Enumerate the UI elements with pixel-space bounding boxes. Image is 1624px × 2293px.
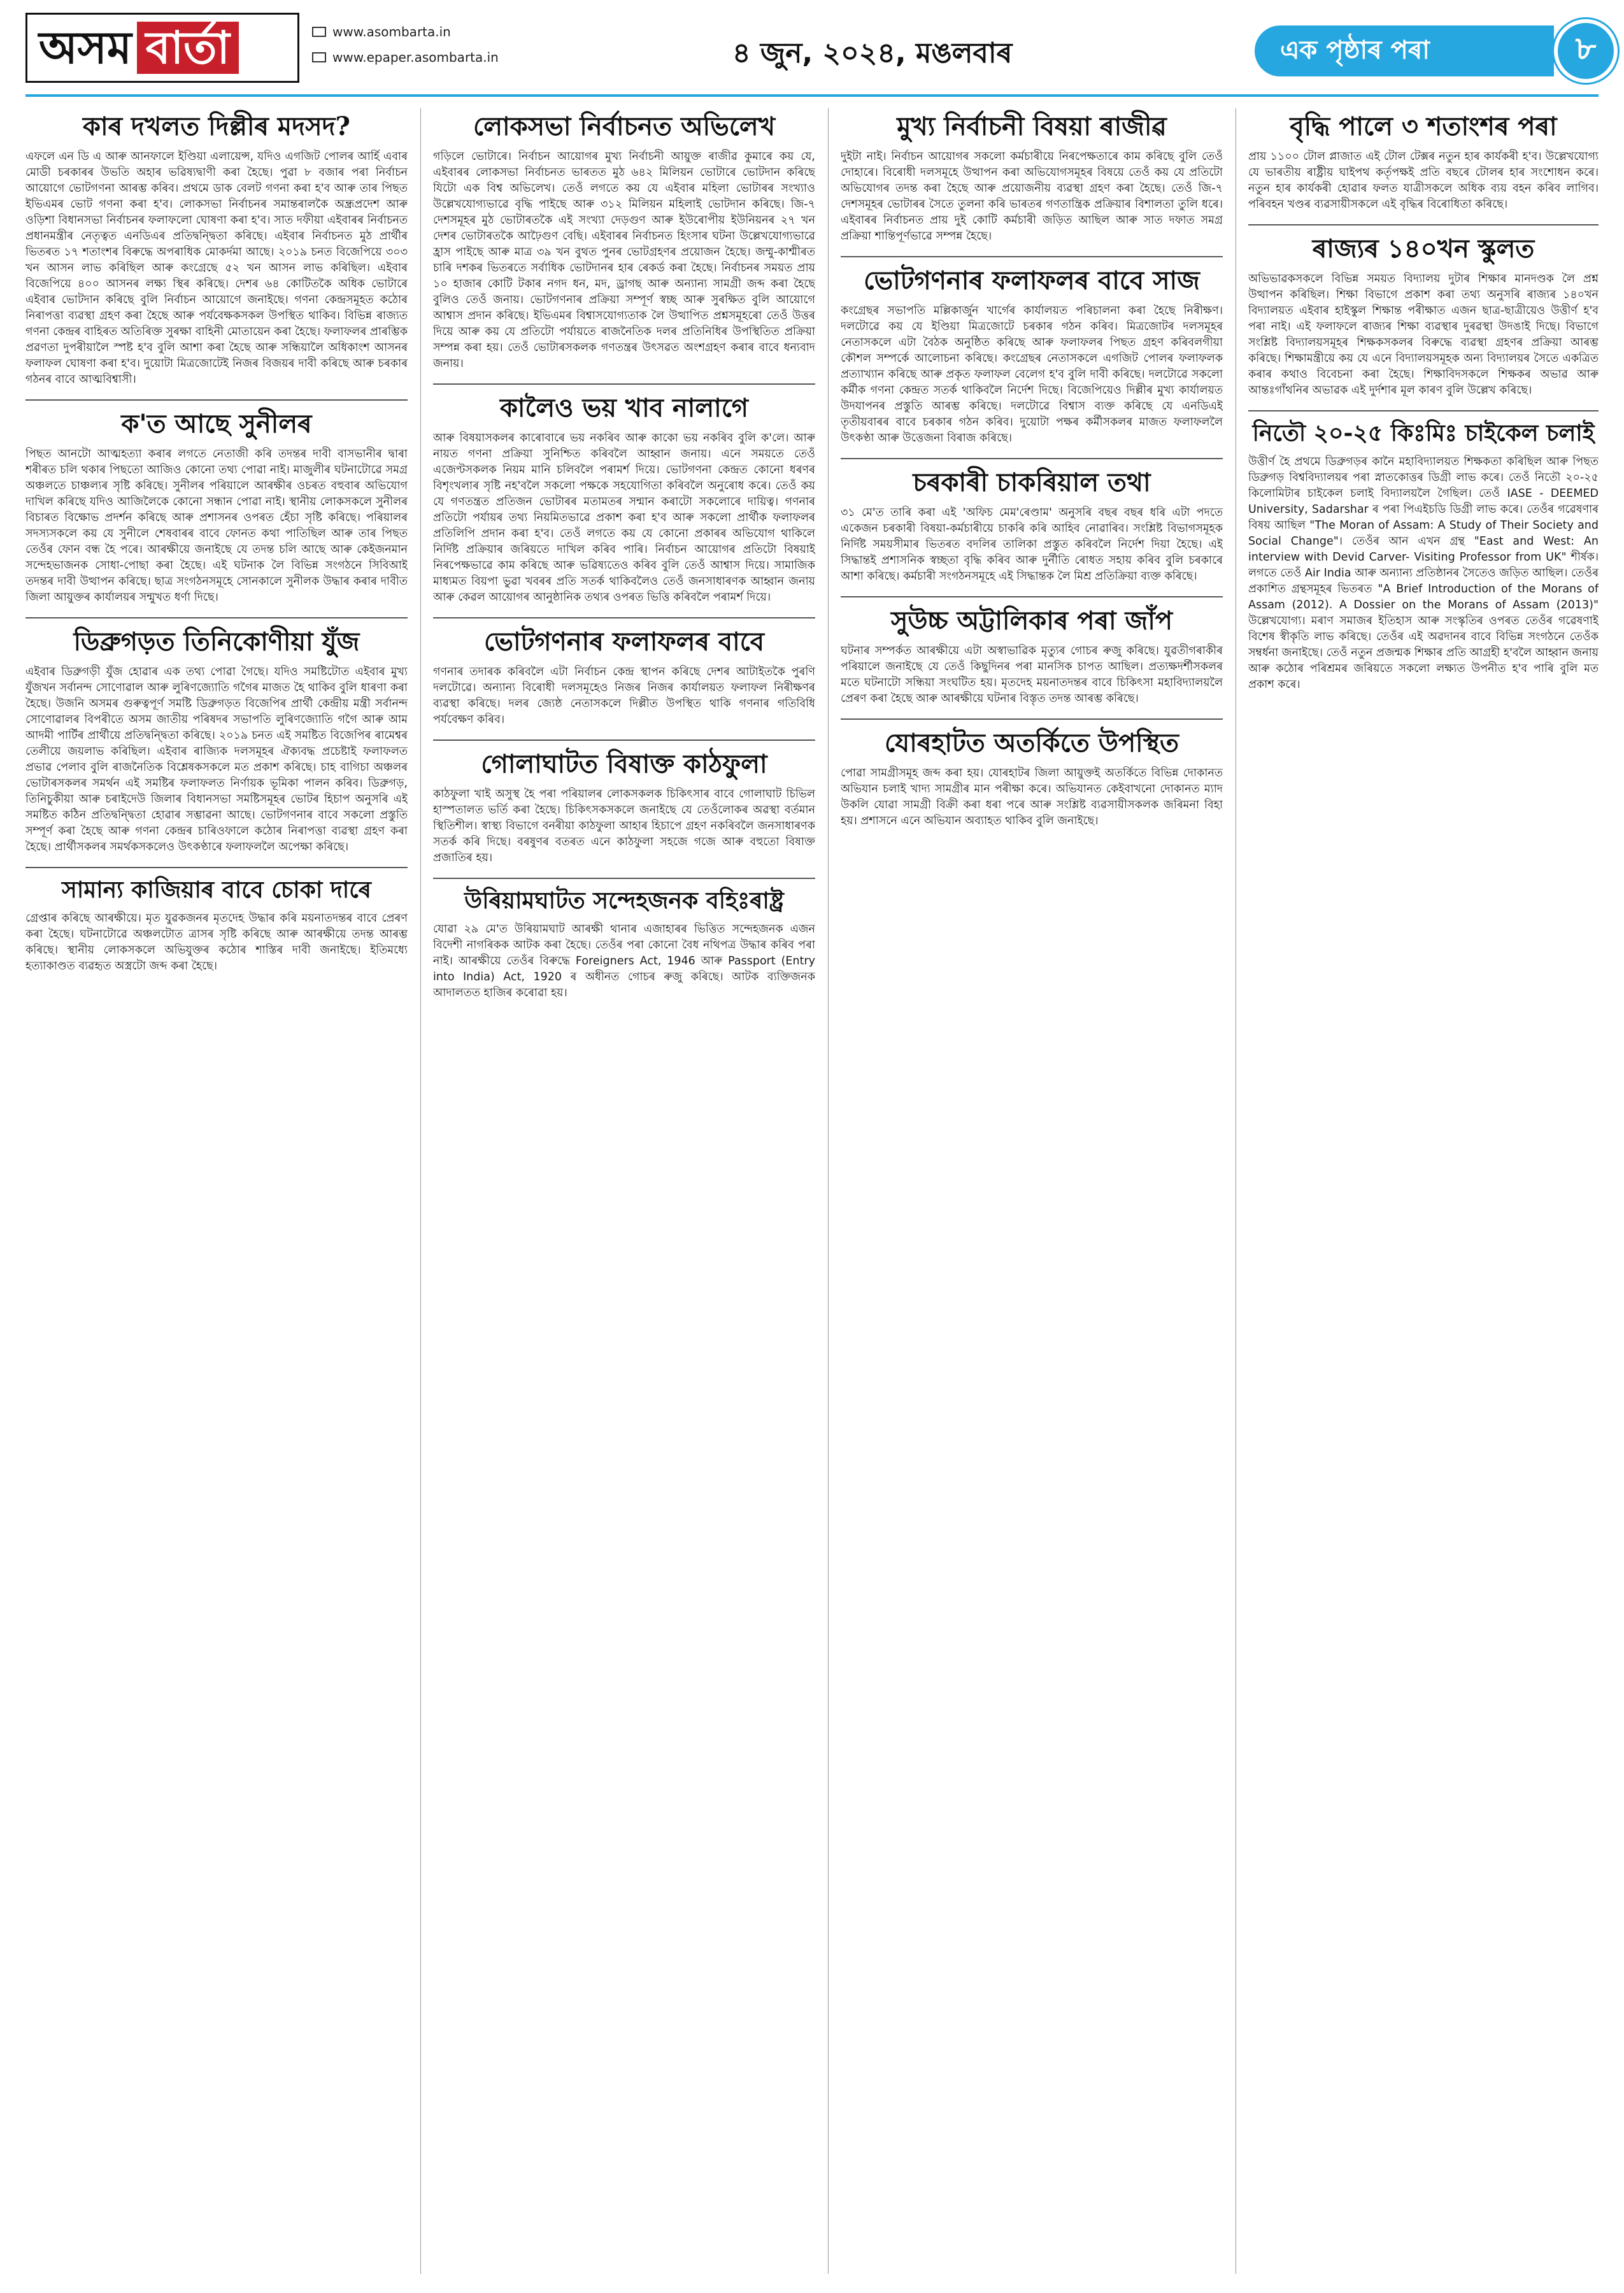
article-building: [841, 606, 1223, 707]
article-body: এফলে এন ডি এ আৰু আনফালে ইণ্ডিয়া এলায়েন্স, যদিও এগজিট পোলৰ আৰ্হি এবাৰ মোডী চৰকাৰৰ উভতি অহাৰ ভৱিষ্যদ্বাণী কৰা হৈছে। পুৱা ৮ বজাৰ পৰা নিৰ্বাচন আয়োগে ভোটগণনা আৰম্ভ কৰিব। প্ৰথমে ডাক বেলট গণনা কৰা হ'ব আৰু তাৰ পিছত ইভিএমৰ ভোট গণনা কৰা হ'ব। লোকসভা নিৰ্বাচনৰ সমান্তৰালকৈ অন্ধ্ৰপ্ৰদেশ আৰু ওড়িশা বিধানসভা নিৰ্বাচনৰ ফলাফলো ঘোষণা কৰা হ'ব। সাত দফীয়া এইবাৰৰ নিৰ্বাচনত প্ৰধানমন্ত্ৰীৰ নেতৃত্বত এনডিএৰ প্ৰতিদ্বন্দ্বিতা কৰিছে। এইবাৰ নিৰ্বাচনত মুঠ প্ৰাৰ্থীৰ ভিতৰত ১৭ শতাংশৰ বিৰুদ্ধে অপৰাধিক মোকৰ্দমা আছে। ২০১৯ চনত বিজেপিয়ে ৩০৩ খন আসন লাভ কৰিছিল আৰু কংগ্ৰেছে ৫২ খন আসন লাভ কৰিছিল। এইবাৰ বিজেপিয়ে ৪০০ আসনৰ লক্ষ্য স্থিৰ কৰিছে। দেশৰ ৬৪ কোটিতকৈ অধিক ভোটাৰে এইবাৰ ভোটদান কৰিছে বুলি নিৰ্বাচন আয়োগে জনাইছে। গণনা কেন্দ্ৰসমূহত কঠোৰ নিৰাপত্তা ব্যৱস্থা গ্ৰহণ কৰা হৈছে আৰু পৰ্যবেক্ষকসকল উপস্থিত থাকিব। বিভিন্ন ৰাজ্যত গণনা কেন্দ্ৰৰ বাহিৰত অতিৰিক্ত সুৰক্ষা বাহিনী মোতায়েন কৰা হৈছে। ফলাফলৰ প্ৰাৰম্ভিক প্ৰৱণতা দুপৰীয়ালৈ স্পষ্ট হ'ব বুলি আশা কৰা হৈছে আৰু সন্ধিয়ালৈ অধিকাংশ আসনৰ ফলাফল ঘোষণা কৰা হ'ব। দুয়োটা মিত্ৰজোটেই নিজৰ বিজয়ৰ দাবী কৰিছে আৰু চৰকাৰ গঠনৰ বাবে আত্মবিশ্বাসী।: [25, 150, 408, 386]
divider: [433, 383, 815, 385]
article-title[interactable]: লোকসভা নিৰ্বাচনত অভিলেখ: [473, 111, 775, 141]
article-preparation: [841, 266, 1223, 446]
article-body: যোৱা ২৯ মে'ত উৰিয়ামঘাট আৰক্ষী থানাৰ এজাহাৰৰ ভিত্তিত সন্দেহজনক এজন বিদেশী নাগৰিকক আটক কৰা হৈছে। তেওঁৰ পৰা কোনো বৈধ নথিপত্ৰ উদ্ধাৰ কৰিব পৰা নাই। আৰক্ষীয়ে তেওঁৰ বিৰুদ্ধে Foreigners Act, 1946 আৰু Passport (Entry into India) Act, 1920 ৰ অধীনত গোচৰ ৰুজু কৰিছে। আটক ব্যক্তিজনক আদালতত হাজিৰ কৰোৱা হয়।: [433, 923, 815, 1000]
article-title[interactable]: সামান্য কাজিয়াৰ বাবে চোকা দাৰে: [62, 876, 371, 903]
article-dispute: [25, 877, 408, 975]
article-body: উত্তীৰ্ণ হৈ প্ৰথমে ডিব্ৰুগড়ৰ কানৈ মহাবিদ্যালয়ত শিক্ষকতা কৰিছিল আৰু পিছত ডিব্ৰুগড় বিশ্ববিদ্যালয়ৰ পৰা স্নাতকোত্তৰ ডিগ্ৰী লাভ কৰে। তেওঁ নিতৌ ২০-২৫ কিলোমিটাৰ চাইকেল চলাই বিদ্যালয়লৈ গৈছিল। তেওঁ IASE - DEEMED University, Sadarshar ৰ পৰা পিএইচডি ডিগ্ৰী লাভ কৰে। তেওঁৰ গৱেষণাৰ বিষয় আছিল "The Moran of Assam: A Study of Their Society and Social Change"। তেওঁৰ আন এখন গ্ৰন্থ "East and West: An interview with Devid Carver- Visiting Professor from UK" শীৰ্ষক। লগতে তেওঁ Air India আৰু অন্যান্য প্ৰতিষ্ঠানৰ সৈতেও জড়িত আছিল। তেওঁৰ প্ৰকাশিত গ্ৰন্থসমূহৰ ভিতৰত "A Brief Introduction of the Morans of Assam (2012). A Dossier on the Morans of Assam (2013)" উল্লেখযোগ্য। মৰাণ সমাজৰ ইতিহাস আৰু সংস্কৃতিৰ ওপৰত তেওঁৰ গৱেষণাই বিশেষ স্বীকৃতি লাভ কৰিছে। তেওঁৰ এই অৱদানৰ বাবে বিভিন্ন সংগঠনে তেওঁক সম্বৰ্ধনা জনাইছে। তেওঁ নতুন প্ৰজন্মক শিক্ষাৰ প্ৰতি আগ্ৰহী হ'বলৈ আহ্বান জনায় আৰু কঠোৰ পৰিশ্ৰমৰ জৰিয়তে সকলো লক্ষ্যত উপনীত হ'ব পাৰি বুলি মত প্ৰকাশ কৰে।: [1248, 455, 1599, 692]
article-title[interactable]: উৰিয়ামঘাটত সন্দেহজনক বহিঃৰাষ্ট্ৰ: [464, 887, 784, 914]
article-body: প্ৰায় ১১০০ টোল প্লাজাত এই টোল টেক্সৰ নতুন হাৰ কাৰ্যকৰী হ'ব। উল্লেখযোগ্য যে ভাৰতীয় ৰাষ্ট্ৰীয় ঘাইপথ কৰ্তৃপক্ষই প্ৰতি বছৰে টোলৰ হাৰ সংশোধন কৰে। নতুন হাৰ কাৰ্যকৰী হোৱাৰ ফলত যাত্ৰীসকলে অধিক ব্যয় বহন কৰিব লাগিব। পৰিবহন খণ্ডৰ ব্যৱসায়ীসকলে এই বৃদ্ধিৰ বিৰোধিতা কৰিছে।: [1248, 150, 1599, 211]
article-no-fear: [433, 394, 815, 606]
article-schools: [1248, 234, 1599, 399]
article-title[interactable]: নিতৌ ২০-২৫ কিঃমিঃ চাইকেল চলাই: [1252, 420, 1595, 446]
article-mushroom: [433, 750, 815, 866]
article-sunil: [25, 410, 408, 606]
article-body: গণনাৰ তদাৰক কৰিবলৈ এটা নিৰ্বাচন কেন্দ্ৰ স্থাপন কৰিছে দেশৰ আটাইতকৈ পুৰণি দলটোৱে। অন্যান্য বিৰোধী দলসমূহেও নিজৰ নিজৰ কাৰ্যালয়ত ফলাফল নিৰীক্ষণৰ ব্যৱস্থা কৰিছে। দলৰ জ্যেষ্ঠ নেতাসকলে দিল্লীত উপস্থিত থাকি গণনাৰ গতিবিধি পৰ্যবেক্ষণ কৰিব।: [433, 666, 815, 726]
article-title[interactable]: সুউচ্চ অট্টালিকাৰ পৰা জাঁপ: [890, 606, 1173, 636]
article-title[interactable]: বৃদ্ধি পালে ৩ শতাংশৰ পৰা: [1290, 111, 1557, 141]
divider: [841, 596, 1223, 597]
article-title[interactable]: চৰকাৰী চাকৰিয়াল তথা: [913, 468, 1151, 497]
article-cycle: [1248, 420, 1599, 693]
logo-text-left: অসম: [39, 22, 132, 74]
column-4: [1248, 108, 1599, 2274]
divider: [841, 256, 1223, 257]
divider: [433, 617, 815, 618]
divider: [1248, 224, 1599, 225]
column-3: [841, 108, 1223, 2274]
article-body: অভিভাৱকসকলে বিভিন্ন সময়ত বিদ্যালয় দুটাৰ শিক্ষাৰ মানদণ্ডক লৈ প্ৰশ্ন উত্থাপন কৰিছিল। শিক্ষা বিভাগে প্ৰকাশ কৰা তথ্য অনুসৰি ৰাজ্যৰ ১৪০খন বিদ্যালয়ত এইবাৰ হাইস্কুল শিক্ষান্ত পৰীক্ষাত এজন ছাত্ৰ-ছাত্ৰীয়েও উত্তীৰ্ণ হ'ব পৰা নাই। এই ফলাফলে ৰাজ্যৰ শিক্ষা ব্যৱস্থাৰ দুৰৱস্থা উদঙাই দিছে। বিভাগে সংশ্লিষ্ট বিদ্যালয়সমূহৰ শিক্ষকসকলৰ বিৰুদ্ধে ব্যৱস্থা গ্ৰহণৰ প্ৰক্ৰিয়া আৰম্ভ কৰিছে। শিক্ষামন্ত্ৰীয়ে কয় যে এনে বিদ্যালয়সমূহক অন্য বিদ্যালয়ৰ সৈতে একত্ৰিত কৰাৰ কথাও বিবেচনা কৰা হৈছে। শিক্ষাবিদসকলে শিক্ষকৰ অভাৱ আৰু আন্তঃগাঁথনিৰ অভাৱক এই দুৰ্দশাৰ মূল কাৰণ বুলি উল্লেখ কৰিছে।: [1248, 273, 1599, 397]
article-foreigner: [433, 888, 815, 1001]
divider: [25, 867, 408, 868]
column-separator: [420, 108, 421, 2274]
article-body: ঘটনাৰ সম্পৰ্কত আৰক্ষীয়ে এটা অস্বাভাৱিক মৃত্যুৰ গোচৰ ৰুজু কৰিছে। যুৱতীগৰাকীৰ পৰিয়ালে জনাইছে যে তেওঁ কিছুদিনৰ পৰা মানসিক চাপত আছিল। প্ৰত্যক্ষদৰ্শীসকলৰ মতে ঘটনাটো সন্ধিয়া সংঘটিত হয়। মৃতদেহ ময়নাতদন্তৰ বাবে চিকিৎসা মহাবিদ্যালয়লৈ প্ৰেৰণ কৰা হৈছে আৰু আৰক্ষীয়ে ঘটনাৰ বিস্তৃত তদন্ত আৰম্ভ কৰিছে।: [841, 645, 1223, 705]
column-2: [433, 108, 815, 2274]
article-body: কাঠফুলা খাই অসুস্থ হৈ পৰা পৰিয়ালৰ লোকসকলক চিকিৎসাৰ বাবে গোলাঘাট চিভিল হাস্পতালত ভৰ্তি কৰা হৈছে। চিকিৎসকসকলে জনাইছে যে তেওঁলোকৰ অৱস্থা বৰ্তমান স্থিতিশীল। স্বাস্থ্য বিভাগে বনৰীয়া কাঠফুলা আহাৰ হিচাপে গ্ৰহণ নকৰিবলৈ জনসাধাৰণক সতৰ্ক কৰি দিছে। বৰষুণৰ বতৰত এনে কাঠফুলা সহজে গজে আৰু বহুতো বিষাক্ত প্ৰজাতিৰ হয়।: [433, 788, 815, 864]
article-body: আৰু বিষয়াসকলৰ কাৰোবাৰে ভয় নকৰিব আৰু কাকো ভয় নকৰিব বুলি ক'লে। আৰু নায়ত গণনা প্ৰক্ৰিয়া সুনিশ্চিত কৰিবলৈ আহ্বান জনায়। এনে সময়তে তেওঁ এজেণ্টসকলক নিয়ম মানি চলিবলৈ পৰামৰ্শ দিয়ে। ভোটগণনা কেন্দ্ৰত কোনো ধৰণৰ বিশৃংখলাৰ সৃষ্টি নহ'বলৈ সকলো পক্ষকে সহযোগিতা কৰিবলৈ অনুৰোধ কৰে। তেওঁ কয় যে গণতন্ত্ৰত প্ৰতিজন ভোটাৰৰ মতামতৰ সন্মান কৰাটো সকলোৰে দায়িত্ব। গণনাৰ প্ৰতিটো পৰ্যায়ৰ তথ্য নিয়মিতভাৱে প্ৰকাশ কৰা হ'ব আৰু সকলো প্ৰাৰ্থীক ফলাফলৰ প্ৰতিলিপি প্ৰদান কৰা হ'ব। তেওঁ লগতে কয় যে কোনো প্ৰকাৰৰ অভিযোগ থাকিলে নিৰ্দিষ্ট প্ৰক্ৰিয়াৰ জৰিয়তে দাখিল কৰিব পাৰি। নিৰ্বাচন আয়োগৰ প্ৰতিটো বিষয়াই নিৰপেক্ষভাৱে কাম কৰিছে আৰু ভৱিষ্যতেও কৰিব বুলি তেওঁ আশ্বাস দিয়ে। সামাজিক মাধ্যমত বিয়পা ভুৱা খবৰৰ প্ৰতি সতৰ্ক থাকিবলৈও তেওঁ জনসাধাৰণক আহ্বান জনায় আৰু কেৱল আয়োগৰ আনুষ্ঠানিক তথ্যৰ ওপৰত ভিত্তি কৰিবলৈ পৰামৰ্শ দিয়ে।: [433, 432, 815, 604]
web-links: [312, 19, 499, 70]
logo-text-right: বাৰ্তা: [137, 22, 239, 74]
article-body: পিছত আনটো আত্মহত্যা কৰাৰ লগতে নেতাজী কৰি তদন্তৰ দাবী বাসভানীৰ দ্বাৰা শৰীৰত চলি থকাৰ পিছতো আজিও কোনো তথ্য পোৱা নাই। মাজুলীৰ ঘটনাটোৱে সমগ্ৰ অঞ্চলতে চাঞ্চল্যৰ সৃষ্টি কৰিছে। সুনীলৰ পৰিয়ালে আৰক্ষীৰ ওচৰত বহুবাৰ অভিযোগ দাখিল কৰিছে যদিও আজিলৈকে কোনো সন্ধান পোৱা নাই। স্থানীয় লোকসকলে সুনীলৰ বিচাৰত বিক্ষোভ প্ৰদৰ্শন কৰিছে আৰু প্ৰশাসনৰ ওপৰত হেঁচা সৃষ্টি কৰিছে। পৰিয়ালৰ সদস্যসকলে কয় যে সুনীলে শেষবাৰৰ বাবে ফোনত কথা পাতিছিল আৰু তাৰ পিছত তেওঁৰ ফোন বন্ধ হৈ পৰে। আৰক্ষীয়ে জনাইছে যে তদন্ত চলি আছে আৰু কেইজনমান সন্দেহভাজনক সোধা-পোছা কৰা হৈছে। এই ঘটনাক লৈ বিভিন্ন সংগঠনে সিবিআই তদন্তৰ দাবী উত্থাপন কৰিছে। ছাত্ৰ সংগঠনসমূহে সোনকালে সুনীলক উদ্ধাৰ কৰাৰ দাবীত জিলা আয়ুক্তৰ কাৰ্যালয়ৰ সন্মুখত ধৰ্ণা দিছে।: [25, 448, 408, 604]
article-body: ৩১ মে'ত তাৰি কৰা এই 'অফিচ মেম'ৰেণ্ডাম' অনুসৰি বছৰ বছৰ ধৰি এটা পদতে একেজন চৰকাৰী বিষয়া-কৰ্মচাৰীয়ে চাকৰি কৰি আহিব নোৱাৰিব। সংশ্লিষ্ট বিভাগসমূহক নিৰ্দিষ্ট সময়সীমাৰ ভিতৰত বদলিৰ তালিকা প্ৰস্তুত কৰিবলৈ নিৰ্দেশ দিয়া হৈছে। এই সিদ্ধান্তই প্ৰশাসনিক স্বচ্ছতা বৃদ্ধি কৰিব আৰু দুৰ্নীতি ৰোধত সহায় কৰিব বুলি চৰকাৰে আশা কৰিছে। কৰ্মচাৰী সংগঠনসমূহে এই সিদ্ধান্তক লৈ মিশ্ৰ প্ৰতিক্ৰিয়া ব্যক্ত কৰিছে।: [841, 506, 1223, 583]
page-number: ৮: [1554, 19, 1618, 83]
article-dibrugarh: [25, 627, 408, 855]
article-jorhat: [841, 729, 1223, 829]
column-1: [25, 108, 408, 2274]
article-title[interactable]: যোৰহাটত অতৰ্কিতে উপস্থিত: [884, 728, 1179, 758]
article-title[interactable]: মুখ্য নিৰ্বাচনী বিষয়া ৰাজীৱ: [897, 111, 1167, 141]
article-rajiv: [841, 112, 1223, 245]
divider: [841, 458, 1223, 459]
article-body: গড়িলে ভোটাৰে। নিৰ্বাচন আয়োগৰ মুখ্য নিৰ্বাচনী আয়ুক্ত ৰাজীৱ কুমাৰে কয় যে, এইবাৰৰ লোকসভা নিৰ্বাচনত ভাৰতত মুঠ ৬৪২ মিলিয়ন ভোটাৰে ভোটদান কৰিছে যিটো এক বিশ্ব অভিলেখ। তেওঁ লগতে কয় যে এইবাৰ মহিলা ভোটাৰৰ সংখ্যাও উল্লেখযোগ্যভাৱে বৃদ্ধি পাইছে আৰু ৩১২ মিলিয়ন মহিলাই ভোটদান কৰিছে। জি-৭ দেশসমূহৰ মুঠ ভোটাৰতকৈ এই সংখ্যা দেড়গুণ আৰু ইউৰোপীয় ইউনিয়নৰ ২৭ খন দেশৰ ভোটাৰতকৈ আঢ়ৈগুণ বেছি। এইবাৰৰ নিৰ্বাচনত হিংসাৰ ঘটনা উল্লেখযোগ্যভাৱে হ্ৰাস পাইছে আৰু মাত্ৰ ৩৯ খন বুথত পুনৰ ভোটগ্ৰহণৰ প্ৰয়োজন হৈছে। জম্মু-কাশ্মীৰত চাৰি দশকৰ ভিতৰতে সৰ্বাধিক ভোটদানৰ হাৰ ৰেকৰ্ড কৰা হৈছে। নিৰ্বাচনৰ সময়ত প্ৰায় ১০ হাজাৰ কোটি টকাৰ নগদ ধন, মদ, ড্ৰাগছ আৰু অন্যান্য সামগ্ৰী জব্দ কৰা হৈছে বুলিও তেওঁ জনায়। ভোটগণনাৰ প্ৰক্ৰিয়া সম্পূৰ্ণ স্বচ্ছ আৰু সুৰক্ষিত বুলি আয়োগে আশ্বাস প্ৰদান কৰিছে। ইভিএমৰ বিশ্বাসযোগ্যতাক লৈ উত্থাপিত প্ৰশ্নসমূহৰো তেওঁ উত্তৰ দিয়ে আৰু কয় যে প্ৰতিটো পৰ্যায়তে ৰাজনৈতিক দলৰ প্ৰতিনিধিৰ উপস্থিতিত প্ৰক্ৰিয়া সম্পন্ন কৰা হয়। তেওঁ ভোটাৰসকলক গণতন্ত্ৰৰ উৎসৱত অংশগ্ৰহণ কৰাৰ বাবে ধন্যবাদ জনায়।: [433, 150, 815, 370]
divider: [433, 878, 815, 879]
article-delhi: [25, 112, 408, 388]
divider: [25, 617, 408, 618]
article-title[interactable]: ভোটগণনাৰ ফলাফলৰ বাবে: [483, 627, 765, 657]
article-record: [433, 112, 815, 372]
article-title[interactable]: ভোটগণনাৰ ফলাফলৰ বাবে সাজ: [864, 266, 1200, 296]
divider: [1248, 410, 1599, 411]
divider: [841, 718, 1223, 720]
article-body: পোৱা সামগ্ৰীসমূহ জব্দ কৰা হয়। যোৰহাটৰ জিলা আয়ুক্তই অতৰ্কিতে বিভিন্ন দোকানত অভিযান চলাই খাদ্য সামগ্ৰীৰ মান পৰীক্ষা কৰে। অভিযানত কেইবাখনো দোকানত ম্যাদ উকলি যোৱা সামগ্ৰী বিক্ৰী কৰা ধৰা পৰে আৰু সংশ্লিষ্ট ব্যৱসায়ীসকলক জৰিমনা বিহা হয়। প্ৰশাসনে এনে অভিযান অব্যাহত থাকিব বুলি জনাইছে।: [841, 767, 1223, 827]
article-body: কংগ্ৰেছৰ সভাপতি মল্লিকাৰ্জুন খাৰ্গেৰ কাৰ্যালয়ত পৰিচালনা কৰা হৈছে নিৰীক্ষণ। দলটোৱে কয় যে ইণ্ডিয়া মিত্ৰজোটে চৰকাৰ গঠন কৰিব। মিত্ৰজোটৰ দলসমূহৰ নেতাসকলে এটা বৈঠক অনুষ্ঠিত কৰিছে আৰু ফলাফলৰ পিছত গ্ৰহণ কৰিবলগীয়া কৌশল সম্পৰ্কে আলোচনা কৰিছে। কংগ্ৰেছৰ নেতাসকলে এগজিট পোলৰ ফলাফলক প্ৰত্যাখ্যান কৰিছে আৰু প্ৰকৃত ফলাফল বেলেগ হ'ব বুলি দাবী কৰিছে। দলটোৱে সকলো কৰ্মীক গণনা কেন্দ্ৰত সতৰ্ক থাকিবলৈ নিৰ্দেশ দিছে। বিজেপিয়েও দিল্লীৰ মুখ্য কাৰ্যালয়ত উদযাপনৰ প্ৰস্তুতি আৰম্ভ কৰিছে। দলটোৱে বিশ্বাস ব্যক্ত কৰিছে যে এনডিএই তৃতীয়বাৰৰ বাবে চৰকাৰ গঠন কৰিব। দুয়োটা পক্ষৰ কৰ্মীসকলৰ মাজত ফলাফললৈ উৎকণ্ঠা আৰু উত্তেজনা বিৰাজ কৰিছে।: [841, 304, 1223, 445]
article-toll: [1248, 112, 1599, 213]
article-title[interactable]: ক'ত আছে সুনীলৰ: [121, 409, 312, 439]
article-body: এইবাৰ ডিব্ৰুগড়ী যুঁজ হোৱাৰ এক তথ্য পোৱা গৈছে। যদিও সমষ্টিটোত এইবাৰ মুখ্য যুঁজখন সৰ্বানন্দ সোণোৱাল আৰু লুৰিণজ্যোতি গগৈৰ মাজত হৈ থাকিব বুলি ধাৰণা কৰা হৈছে। উজনি অসমৰ গুৰুত্বপূৰ্ণ সমষ্টি ডিব্ৰুগড়ত বিজেপিৰ প্ৰাৰ্থী কেন্দ্ৰীয় মন্ত্ৰী সৰ্বানন্দ সোণোৱালৰ বিপৰীতে অসম জাতীয় পৰিষদৰ সভাপতি লুৰিণজ্যোতি গগৈ আৰু আম আদমী পাৰ্টিৰ প্ৰাৰ্থীয়ে প্ৰতিদ্বন্দ্বিতা কৰিছে। ২০১৯ চনত এই সমষ্টিত বিজেপিৰ ৰামেশ্বৰ তেলীয়ে জয়লাভ কৰিছিল। এইবাৰ ৰাজ্যিক দলসমূহৰ ঐক্যবদ্ধ প্ৰচেষ্টাই ফলাফলত প্ৰভাৱ পেলাব বুলি ৰাজনৈতিক বিশ্লেষকসকলে মত প্ৰকাশ কৰিছে। চাহ বাগিচা অঞ্চলৰ ভোটাৰসকলৰ সমৰ্থন এই সমষ্টিৰ ফলাফলত নিৰ্ণায়ক ভূমিকা পালন কৰিব। ডিব্ৰুগড়, তিনিচুকীয়া আৰু চৰাইদেউ জিলাৰ বিধানসভা সমষ্টিসমূহৰ ভোটৰ হিচাপ অনুসৰি এই সমষ্টিত কঠিন প্ৰতিদ্বন্দ্বিতা হোৱাৰ সম্ভাৱনা আছে। ভোটগণনাৰ বাবে সকলো প্ৰস্তুতি সম্পূৰ্ণ কৰা হৈছে আৰু গণনা কেন্দ্ৰৰ চাৰিওফালে কঠোৰ নিৰাপত্তা ব্যৱস্থা গ্ৰহণ কৰা হৈছে। প্ৰাৰ্থীসকলৰ সমৰ্থকসকলেও উৎকণ্ঠাৰে ফলাফললৈ অপেক্ষা কৰিছে।: [25, 666, 408, 854]
divider: [25, 399, 408, 401]
dateline: ৪ জুন, ২০২৪, মঙলবাৰ: [732, 37, 1013, 69]
article-title[interactable]: কাৰ দখলত দিল্লীৰ মদসদ?: [83, 111, 350, 141]
header-rule: [25, 94, 1599, 97]
masthead: [0, 0, 1624, 96]
epaper-link[interactable]: www.epaper.asombarta.in: [332, 50, 499, 65]
web-icon: [312, 27, 326, 37]
article-title[interactable]: ডিব্ৰুগড়ত তিনিকোণীয়া যুঁজ: [73, 627, 360, 657]
article-title[interactable]: ৰাজ্যৰ ১৪০খন স্কুলত: [1312, 234, 1535, 264]
section-tag: এক পৃষ্ঠাৰ পৰা: [1255, 25, 1554, 76]
article-title[interactable]: গোলাঘাটত বিষাক্ত কাঠফুলা: [481, 749, 767, 779]
epaper-icon: [312, 52, 326, 62]
article-title[interactable]: কালৈও ভয় খাব নালাগে: [499, 393, 749, 423]
website-link[interactable]: www.asombarta.in: [332, 24, 451, 39]
article-counting-result: [433, 627, 815, 728]
article-body: দুইটা নাই। নিৰ্বাচন আয়োগৰ সকলো কৰ্মচাৰীয়ে নিৰপেক্ষতাৰে কাম কৰিছে বুলি তেওঁ দোহাৰে। বিৰোধী দলসমূহে উত্থাপন কৰা অভিযোগসমূহৰ বিষয়ে তেওঁ কয় যে প্ৰতিটো অভিযোগৰ তদন্ত কৰা হৈছে আৰু প্ৰয়োজনীয় ব্যৱস্থা গ্ৰহণ কৰা হৈছে। তেওঁ জি-৭ দেশসমূহৰ ভোটাৰৰ সৈতে তুলনা কৰি ভাৰতৰ গণতান্ত্ৰিক প্ৰক্ৰিয়াৰ বিশালতা তুলি ধৰে। এইবাৰৰ নিৰ্বাচনত প্ৰায় দুই কোটি কৰ্মচাৰী জড়িত আছিল আৰু সাত দফাত সমগ্ৰ প্ৰক্ৰিয়া শান্তিপূৰ্ণভাৱে সম্পন্ন হৈছে।: [841, 150, 1223, 243]
newspaper-logo[interactable]: [25, 13, 299, 83]
divider: [433, 739, 815, 741]
article-employees: [841, 468, 1223, 585]
article-body: গ্ৰেপ্তাৰ কৰিছে আৰক্ষীয়ে। মৃত যুৱকজনৰ মৃতদেহ উদ্ধাৰ কৰি ময়নাতদন্তৰ বাবে প্ৰেৰণ কৰা হৈছে। ঘটনাটোৱে অঞ্চলটোত ত্ৰাসৰ সৃষ্টি কৰিছে আৰু আৰক্ষীয়ে তদন্ত আৰম্ভ কৰিছে। স্থানীয় লোকসকলে অভিযুক্তৰ কঠোৰ শাস্তিৰ দাবী জনাইছে। ইতিমধ্যে হত্যাকাণ্ডত ব্যৱহৃত অস্ত্ৰটো জব্দ কৰা হৈছে।: [25, 912, 408, 973]
column-separator: [828, 108, 829, 2274]
